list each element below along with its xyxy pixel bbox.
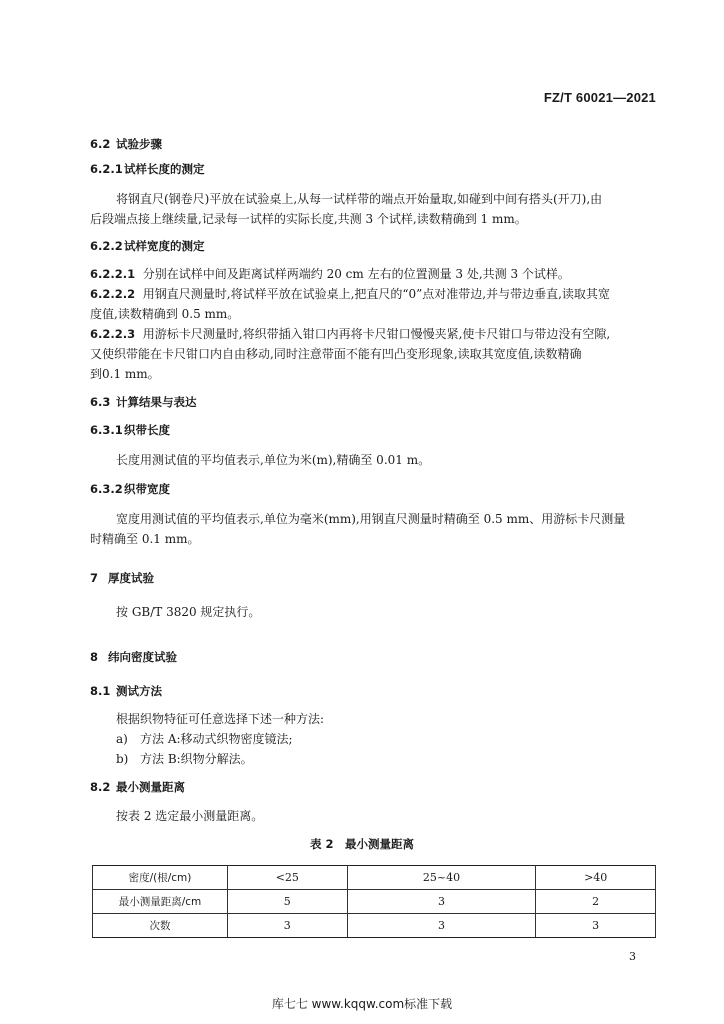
paragraph-6-2-1: 将钢直尺(钢卷尺)平放在试验桌上,从每一试样带的端点开始量取,如碰到中间有搭头(开刀),由 后段端点接上继续量,记录每一试样的实际长度,共测 3 个试样,读数精确到 1 mm。	[90, 192, 603, 226]
table-cell: <25	[228, 866, 348, 890]
paragraph-7: 按 GB/T 3820 规定执行。	[116, 605, 261, 619]
table-row	[93, 914, 656, 938]
list-item: a) 方法 A:移动式织物密度镜法;	[116, 732, 293, 746]
heading-6-2-2: 6.2.2试样宽度的测定	[90, 239, 205, 253]
clause-6-2-2-3: 6.2.2.3 用游标卡尺测量时,将织带插入钳口内再将卡尺钳口慢慢夹紧,使卡尺钳口与带边没有空隙, 又使织带能在卡尺钳口内自由移动,同时注意带面不能有凹凸变形现象,读取其宽度值,读数精确 到0.1 mm。	[90, 327, 611, 381]
table-row	[93, 890, 656, 914]
clause-6-2-2-2: 6.2.2.2 用钢直尺测量时,将试样平放在试验桌上,把直尺的“0”点对准带边,并与带边垂直,读取其宽 度值,读数精确到 0.5 mm。	[90, 287, 610, 321]
heading-8-1: 8.1 测试方法	[90, 684, 162, 698]
paragraph-8-2: 按表 2 选定最小测量距离。	[116, 809, 264, 823]
paragraph-6-3-1: 长度用测试值的平均值表示,单位为米(m),精确至 0.01 m。	[116, 453, 431, 467]
table-cell: 次数	[93, 914, 228, 938]
download-footer: 库七七 www.kqqw.com标准下载	[271, 997, 453, 1011]
table-title: 表 2 最小测量距离	[309, 837, 414, 851]
paragraph-8-1: 根据织物特征可任意选择下述一种方法: a) 方法 A:移动式织物密度镜法; b) 方法 B:织物分解法。	[90, 709, 656, 769]
table-cell: 密度/(根/cm)	[93, 866, 228, 890]
heading-8-2: 8.2 最小测量距离	[90, 780, 185, 794]
heading-6-3-1: 6.3.1织带长度	[90, 423, 170, 437]
heading-6-3: 6.3 计算结果与表达	[90, 395, 197, 409]
heading-6-2: 6.2 试验步骤	[90, 137, 162, 151]
heading-6-2-1: 6.2.1试样长度的测定	[90, 162, 205, 176]
min-distance-table	[92, 865, 656, 938]
clause-6-2-2-1: 6.2.2.1 分别在试样中间及距离试样两端约 20 cm 左右的位置测量 3 处,共测 3 个试样。	[90, 267, 570, 281]
standard-code: FZ/T 60021—2021	[543, 90, 656, 105]
table-cell: 3	[228, 914, 348, 938]
page-number: 3	[629, 950, 636, 963]
heading-7: 7 厚度试验	[90, 571, 154, 585]
heading-6-3-2: 6.3.2织带宽度	[90, 482, 170, 496]
table-cell: 3	[536, 914, 656, 938]
list-item: b) 方法 B:织物分解法。	[116, 752, 253, 766]
table-cell: 25~40	[347, 866, 536, 890]
table-cell: 3	[347, 890, 536, 914]
table-cell: 最小测量距离/cm	[93, 890, 228, 914]
table-cell: 3	[347, 914, 536, 938]
table-row	[93, 866, 656, 890]
table-cell: 5	[228, 890, 348, 914]
heading-8: 8 纬向密度试验	[90, 650, 177, 664]
paragraph-6-3-2: 宽度用测试值的平均值表示,单位为毫米(mm),用钢直尺测量时精确至 0.5 mm、用游标卡尺测量 时精确至 0.1 mm。	[90, 512, 626, 546]
table-cell: >40	[536, 866, 656, 890]
table-cell: 2	[536, 890, 656, 914]
